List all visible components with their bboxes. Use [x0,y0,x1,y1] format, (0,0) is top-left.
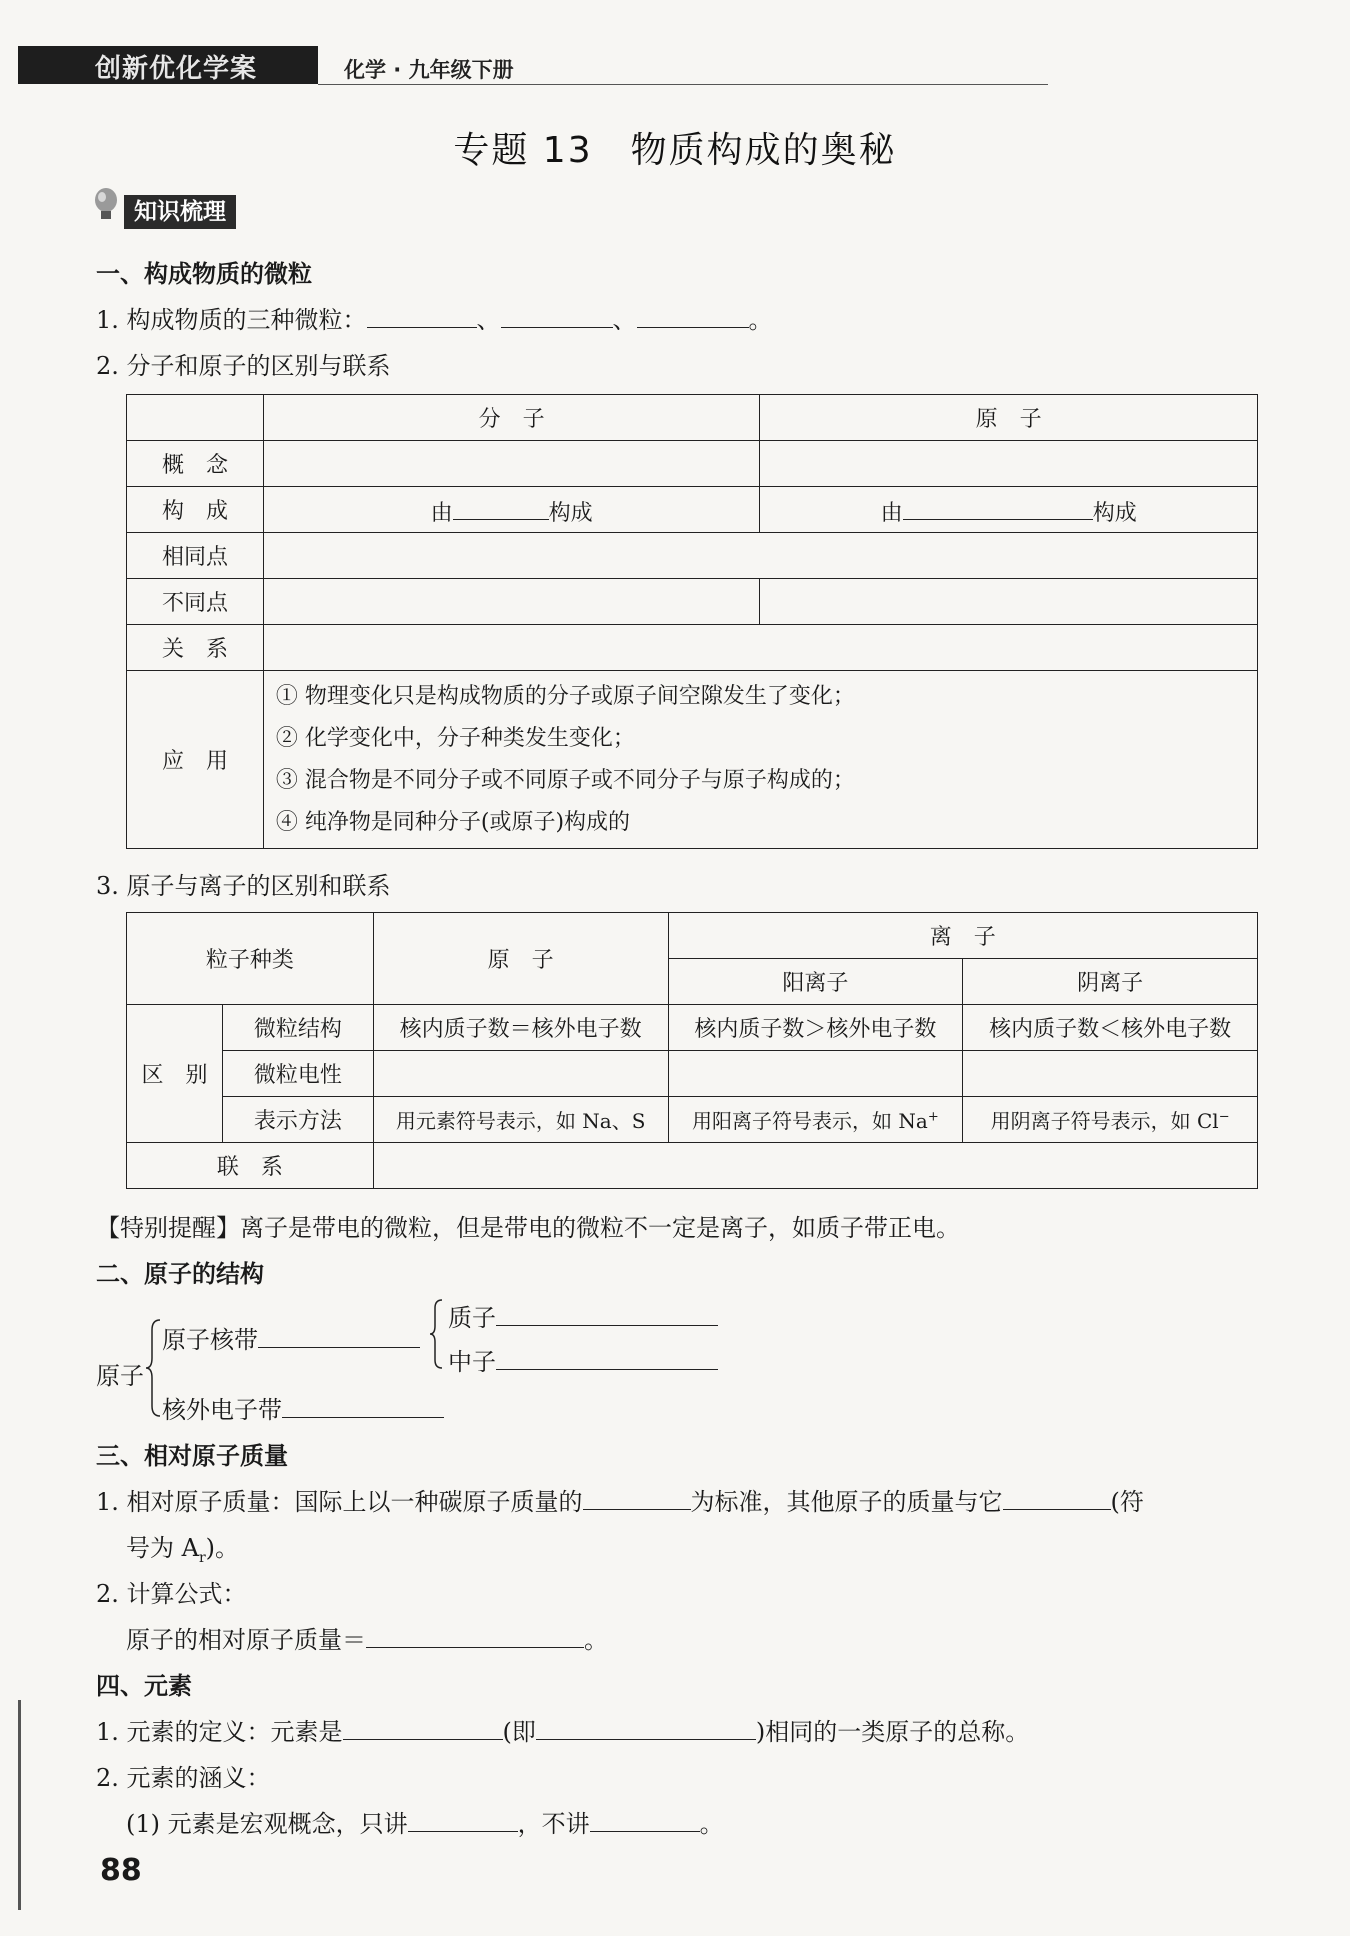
formula-label: 2. 计算公式： [96,1580,247,1608]
list-item: ① 物理变化只是构成物质的分子或原子间空隙发生了变化； [275,683,855,709]
nucleus-label: 原子核带 [162,1326,258,1354]
electron-label: 核外电子带 [162,1396,282,1424]
proton-label: 质子 [448,1304,496,1332]
compose-suffix: 构成 [1092,500,1137,526]
element-meaning-1 [126,1804,724,1839]
lightbulb-icon [92,187,120,223]
molecule-atom-table [126,394,1258,849]
row-label-charge: 微粒电性 [222,1051,373,1097]
anion-structure: 核内质子数＜核外电子数 [963,1005,1258,1051]
definition-text: )相同的一类原子的总称。 [755,1718,1030,1746]
neutron-label: 中子 [448,1348,496,1376]
definition-text: 为标准，其他原子的质量与它 [690,1488,1003,1516]
binding-margin-line [18,1700,21,1910]
application-list [263,671,1257,849]
answer-cell[interactable] [263,533,1257,579]
answer-cell[interactable] [963,1051,1258,1097]
formula-line [126,1620,608,1655]
section-heading-relative-mass: 三、相对原子质量 [96,1442,288,1470]
question-molecule-atom: 2. 分子和原子的区别与联系 [96,352,391,380]
special-reminder: 【特别提醒】离子是带电的微粒，但是带电的微粒不一定是离子，如质子带正电。 [96,1214,960,1242]
page-number: 88 [100,1853,142,1888]
answer-blank[interactable] [496,1299,718,1326]
page-title: 专题 13 物质构成的奥秘 [453,130,897,171]
left-brace-icon [144,1318,162,1418]
row-label-same: 相同点 [127,533,264,579]
answer-blank[interactable] [536,1713,756,1740]
definition-text: (符 [1110,1488,1144,1516]
row-label-application: 应 用 [127,671,264,849]
separator: 、 [476,306,501,334]
element-meaning: 2. 元素的涵义： [96,1764,271,1792]
symbol-note [126,1528,239,1566]
answer-blank[interactable] [367,301,477,328]
definition-text: 1. 相对原子质量：国际上以一种碳原子质量的 [96,1488,583,1516]
anion-notation: 用阴离子符号表示，如 Cl [990,1109,1219,1133]
cation-notation-cell [668,1097,963,1143]
definition-text: 1. 元素的定义：元素是 [96,1718,343,1746]
header-cation: 阳离子 [668,959,963,1005]
answer-blank[interactable] [282,1391,444,1418]
corner-cell [127,395,264,441]
proton-line [448,1298,718,1333]
header-atom: 原 子 [373,913,668,1005]
answer-cell[interactable] [263,579,759,625]
list-item: ④ 纯净物是同种分子(或原子)构成的 [275,809,631,835]
answer-blank[interactable] [258,1321,420,1348]
answer-cell[interactable] [263,441,759,487]
answer-blank[interactable] [1003,1483,1111,1510]
cation-notation: 用阳离子符号表示，如 Na [692,1109,928,1133]
header-atom: 原 子 [760,395,1258,441]
cation-charge-sup: + [927,1109,939,1125]
question-text: 1. 构成物质的三种微粒： [96,306,367,334]
brand-logo: 创新优化学案 [95,54,258,84]
header-anion: 阴离子 [963,959,1258,1005]
answer-blank[interactable] [903,493,1093,520]
period: 。 [584,1626,608,1654]
meaning-text: ，不讲 [517,1810,590,1838]
period: 。 [748,306,773,334]
cation-structure: 核内质子数＞核外电子数 [668,1005,963,1051]
compose-suffix: 构成 [548,500,593,526]
row-label-structure: 微粒结构 [222,1005,373,1051]
atom-notation: 用元素符号表示，如 Na、S [373,1097,668,1143]
atom-structure: 核内质子数＝核外电子数 [373,1005,668,1051]
answer-blank[interactable] [590,1805,700,1832]
electron-line [162,1390,444,1425]
row-label-concept: 概 念 [127,441,264,487]
atom-ion-table [126,912,1258,1189]
row-label-relation: 联 系 [127,1143,374,1189]
header-divider [318,84,1048,85]
symbol-text: )。 [205,1534,240,1562]
answer-cell[interactable] [760,441,1258,487]
answer-cell[interactable] [373,1051,668,1097]
answer-cell[interactable] [373,1143,1257,1189]
list-item: ③ 混合物是不同分子或不同原子或不同分子与原子构成的； [275,767,855,793]
anion-notation-cell [963,1097,1258,1143]
row-label-compose: 构 成 [127,487,264,533]
answer-blank[interactable] [453,493,549,520]
section-heading-particles: 一、构成物质的微粒 [96,260,312,288]
symbol-text: 号为 A [126,1534,199,1562]
list-item: ② 化学变化中，分子种类发生变化； [275,725,635,751]
formula-text: 原子的相对原子质量＝ [126,1626,366,1654]
atom-label: 原子 [96,1362,144,1390]
section-heading-element: 四、元素 [96,1672,192,1700]
element-definition [96,1712,1029,1747]
answer-blank[interactable] [408,1805,518,1832]
answer-blank[interactable] [583,1483,691,1510]
answer-blank[interactable] [366,1621,584,1648]
row-label-notation: 表示方法 [222,1097,373,1143]
question-three-particles [96,300,773,335]
anion-charge-sup: − [1218,1109,1230,1125]
answer-blank[interactable] [501,301,613,328]
answer-blank[interactable] [343,1713,503,1740]
answer-blank[interactable] [496,1343,718,1370]
section-badge: 知识梳理 [124,195,236,229]
answer-cell[interactable] [760,579,1258,625]
row-label-relation: 关 系 [127,625,264,671]
question-atom-ion: 3. 原子与离子的区别和联系 [96,872,391,900]
header-ion: 离 子 [668,913,1257,959]
compose-molecule-cell [263,487,759,533]
row-label-diff: 不同点 [127,579,264,625]
meaning-text: (1) 元素是宏观概念，只讲 [126,1810,408,1838]
definition-text: (即 [502,1718,536,1746]
compose-atom-cell [760,487,1258,533]
period: 。 [699,1810,724,1838]
header-molecule: 分 子 [263,395,759,441]
relative-mass-definition [96,1482,1144,1517]
answer-cell[interactable] [263,625,1257,671]
symbol-subscript: r [198,1549,206,1566]
row-label-difference: 区 别 [127,1005,223,1143]
left-brace-icon [428,1298,444,1370]
answer-cell[interactable] [668,1051,963,1097]
compose-prefix: 由 [430,500,453,526]
header-particle-type: 粒子种类 [127,913,374,1005]
compose-prefix: 由 [880,500,903,526]
neutron-line [448,1342,718,1377]
separator: 、 [612,306,637,334]
answer-blank[interactable] [637,301,749,328]
nucleus-line [162,1320,420,1355]
subject-label: 化学 · 九年级下册 [344,58,514,82]
section-heading-atom-structure: 二、原子的结构 [96,1260,264,1288]
